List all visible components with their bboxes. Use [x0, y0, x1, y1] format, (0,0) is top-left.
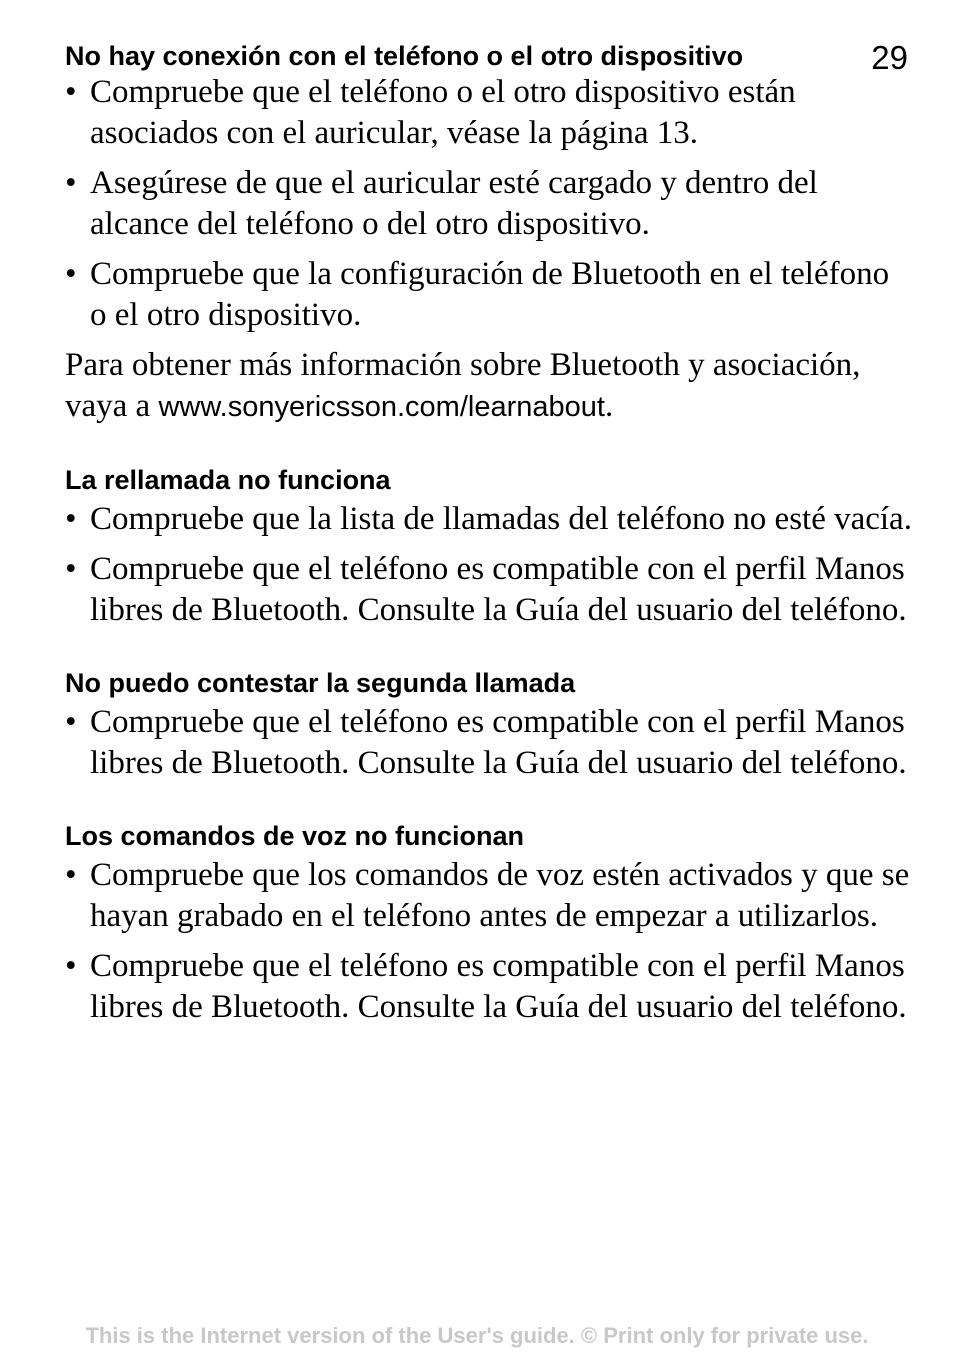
info-paragraph — [65, 345, 913, 428]
bullet-icon: • — [65, 501, 77, 537]
list-item — [65, 702, 913, 784]
list-item-text: Compruebe que el teléfono es compatible con el perfil Manos libres de Bluetooth. Consulte la Guía del usuario del teléfono. — [90, 948, 907, 1025]
bullet-icon: • — [65, 74, 77, 110]
list-item-text: Compruebe que el teléfono o el otro dispositivo están asociados con el auricular, véase la página 13. — [90, 74, 796, 151]
section-heading-no-connection: No hay conexión con el teléfono o el otro dispositivo — [65, 41, 744, 71]
list-item — [65, 72, 913, 154]
list-item-text: Compruebe que la lista de llamadas del teléfono no esté vacía. — [90, 501, 912, 537]
list-item — [65, 946, 913, 1028]
section-heading-second-call: No puedo contestar la segunda llamada — [65, 668, 576, 698]
bullet-list-second-call — [65, 702, 913, 784]
page-content — [65, 40, 913, 1037]
page-number: 29 — [871, 39, 908, 76]
section-heading-voice-commands: Los comandos de voz no funcionan — [65, 821, 525, 851]
list-item-text: Asegúrese de que el auricular esté cargado y dentro del alcance del teléfono o del otro dispositivo. — [90, 165, 818, 242]
bullet-icon: • — [65, 256, 77, 292]
list-item — [65, 855, 913, 937]
learnabout-url: www.sonyericsson.com/learnabout — [158, 391, 605, 423]
bullet-list-no-connection — [65, 72, 913, 336]
list-item-text: Compruebe que los comandos de voz estén activados y que se hayan grabado en el teléfono antes de empezar a utilizarlos. — [90, 857, 910, 934]
list-item-text: Compruebe que el teléfono es compatible con el perfil Manos libres de Bluetooth. Consulte la Guía del usuario del teléfono. — [90, 551, 907, 628]
footer-notice: This is the Internet version of the User's guide. © Print only for private use. — [85, 1323, 869, 1348]
list-item-text: Compruebe que el teléfono es compatible con el perfil Manos libres de Bluetooth. Consulte la Guía del usuario del teléfono. — [90, 704, 907, 781]
bullet-icon: • — [65, 704, 77, 740]
list-item-text: Compruebe que la configuración de Bluetooth en el teléfono o el otro dispositivo. — [90, 256, 890, 333]
bullet-list-voice-commands — [65, 855, 913, 1028]
bullet-icon: • — [65, 948, 77, 984]
bullet-icon: • — [65, 551, 77, 587]
list-item — [65, 254, 913, 336]
bullet-icon: • — [65, 165, 77, 201]
info-paragraph-text: Para obtener más información sobre Bluetooth y asociación, vaya a — [65, 347, 861, 424]
section-heading-redial: La rellamada no funciona — [65, 465, 391, 495]
bullet-icon: • — [65, 857, 77, 893]
info-paragraph-end: . — [604, 388, 614, 424]
list-item — [65, 499, 913, 540]
list-item — [65, 549, 913, 631]
bullet-list-redial — [65, 499, 913, 631]
list-item — [65, 163, 913, 245]
